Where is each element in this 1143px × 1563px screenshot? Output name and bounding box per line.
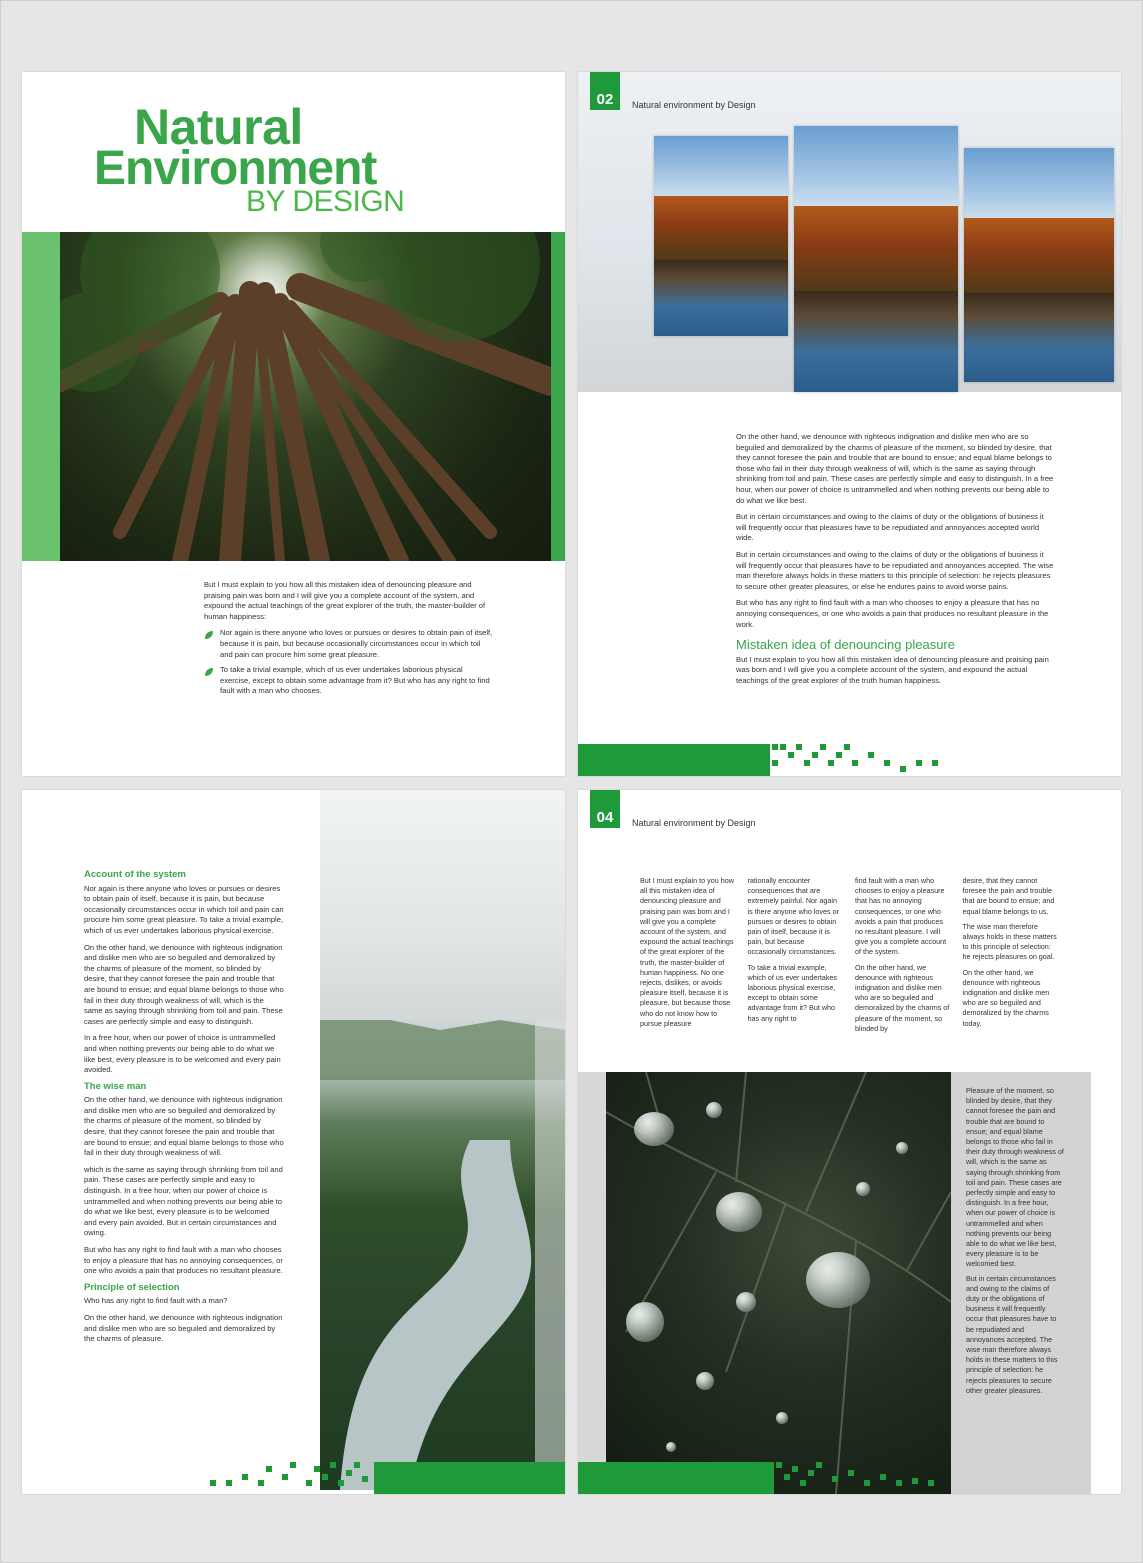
bullet-item: [204, 628, 494, 660]
paragraph: The wise man therefore always holds in these matters to this principle of selection: he rejects pleasures on goal.: [962, 921, 1057, 962]
paragraph: On the other hand, we denounce with righteous indignation and dislike men who are so beguiled and demoralized by the charms of pleasure of the moment, so blinded by desire, that they cannot foresee the pain and trouble that are bound to ensue; and equal blame belongs to those who fail in their duty through weakness of will, which is the same as saying through shrinking from toil and pain. These cases are perfectly simple and easy to distinguish.: [84, 942, 284, 1026]
paragraph: On the other hand, we denounce with righteous indignation and dislike men who are so beguiled and demoralized by the charms of pleasure of the moment, so blinded by: [855, 962, 950, 1033]
page-number: 04: [590, 790, 620, 828]
section-heading: Account of the system: [84, 869, 186, 880]
paragraph: On the other hand, we denounce with righteous indignation and dislike men who are so beguiled and demoralized by the charms of pleasure of the moment, so blinded by desire, that they cannot foresee the pain and trouble that are bound to ensue; and equal blame belongs to those who fail in their duty through weakness of will.: [84, 1095, 284, 1158]
valley-river-photo: [320, 1020, 565, 1490]
green-band-right: [551, 232, 565, 561]
paragraph: But who has any right to find fault with a man who chooses to enjoy a pleasure that has no annoying consequences, or one who avoids a pain that produces no resultant pleasure.: [84, 1245, 283, 1276]
paragraph: In a free hour, when our power of choice is untrammelled and when nothing prevents our being able to do what we like best, every pleasure is to be welcomed and every pain avoided.: [84, 1033, 281, 1075]
paragraph: Who has any right to find fault with a man?: [84, 1296, 228, 1306]
page-3: [22, 790, 565, 1494]
bullet-text: To take a trivial example, which of us ever undertakes laborious physical exercise, except to obtain some advantage from it? But who has any right to find fault with a man who chooses.: [220, 665, 490, 696]
title-by-design: BY DESIGN: [246, 185, 405, 218]
text-column: [748, 876, 844, 1039]
paragraph: But I must explain to you how all this mistaken idea of denouncing pleasure and praising pain was born and I will give you a complete account of the system, and expound the actual teachings of the great explorer of the truth human happiness.: [736, 654, 1049, 685]
page-number: 02: [590, 72, 620, 110]
text-column: [963, 876, 1059, 1039]
paragraph: But in certain circumstances and owing to the claims of duty or the obligations of business it will frequently occur that pleasures have to be repudiated and annoyances accepted. The wise man therefore always holds in these matters to this principle of selection: he rejects pleasures to secure other greater pleasures.: [966, 1273, 1058, 1395]
paragraph: desire, that they cannot foresee the pain and trouble that are bound to ensue; and equal blame belongs to us.: [962, 876, 1055, 916]
paragraph: On the other hand, we denounce with righteous indignation and dislike men who are so beguiled and demoralized by the charms of pleasure.: [84, 1312, 283, 1344]
title-natural: Natural: [134, 99, 303, 155]
leaf-icon: [204, 667, 214, 677]
lake-photo-left: [654, 136, 788, 336]
lake-photo-center: [794, 126, 958, 392]
paragraph: On the other hand, we denounce with righteous indignation and dislike men who are so beguiled and demoralized by the charms today.: [962, 967, 1050, 1028]
forest-trunks: [60, 232, 551, 561]
paragraph: But I must explain to you how all this mistaken idea of denouncing pleasure and praising pain was born and I will give you a complete account of the system, and expound the actual teachings of the great explorer of the truth, the master-builder of human happiness. No one rejects, dislikes, or avoids pleasure itself, because it is pleasure, but because those who do not know how to pursue pleasure: [640, 876, 734, 1028]
page-2: [578, 72, 1121, 776]
running-head: Natural environment by Design: [632, 100, 756, 110]
running-head: Natural environment by Design: [632, 818, 756, 828]
green-band-left: [22, 232, 60, 561]
water-drops-leaf-photo: [606, 1072, 951, 1494]
paragraph: But in certain circumstances and owing to the claims of duty or the obligations of business it will frequently occur that pleasures have to be repudiated and annoyances accepted world wide.: [736, 512, 1044, 543]
green-footer-bar: [578, 1462, 774, 1494]
paragraph: Pleasure of the moment, so blinded by desire, that they cannot foresee the pain and trouble that are bound to ensue; and equal blame belongs to those who fail in their duty through weakness of will, which is the same as saying through shrinking from toil and pain. These cases are perfectly simple and easy to distinguish. In a free hour, when our power of choice is untrammelled and when nothing prevents our being able to do what we like best, every pleasure is to be welcomed best.: [966, 1086, 1064, 1269]
green-footer-bar: [578, 744, 770, 776]
paragraph: But who has any right to find fault with a man who chooses to enjoy a pleasure that has no annoying consequences, or one who avoids a pain that produces no resultant pleasure in the work.: [736, 598, 1049, 629]
paragraph: rationally encounter consequences that are extremely painful. Nor again is there anyone who loves or pursues or desires to obtain pain of itself, because it is pain, but because occasionally circumstances.: [747, 876, 839, 957]
paragraph: Nor again is there anyone who loves or pursues or desires to obtain pain of itself, because it is pain, but because occasionally circumstances occur in which toil and pain can procure him some great pleasure. To take a trivial example, which of us ever undertakes laborious physical exercise.: [84, 883, 284, 935]
page-4: [578, 790, 1121, 1494]
bullet-text: Nor again is there anyone who loves or pursues or desires to obtain pain of itself, because it is pain, but because occasionally circumstances occur in which toil and pain can procure him some great pleasure.: [220, 628, 493, 659]
paragraph: which is the same as saying through shrinking from toil and pain. These cases are perfectly simple and easy to distinguish. In a free hour, when our power of choice is untrammelled and when nothing prevents our being able to do what we like best, every pleasure is to be welcomed and every pain avoided. But in certain circumstances and owing.: [84, 1164, 283, 1238]
paragraph: To take a trivial example, which of us ever undertakes laborious physical exercise, except to obtain some advantage from it? But who has any right to: [747, 962, 837, 1023]
section-heading: The wise man: [84, 1080, 147, 1092]
lake-photo-right: [964, 148, 1114, 382]
forest-photo: [60, 232, 551, 561]
paragraph: On the other hand, we denounce with righteous indignation and dislike men who are so beguiled and demoralized by the charms of pleasure of the moment, so blinded by desire, that they cannot foresee the pain and trouble that are bound to ensue; and equal blame belongs to those who fail in their duty through weakness of will, which is the same as saying through shrinking from toil and pain. These cases are perfectly simple and easy to distinguish. In a free hour, when our power of choice is untrammelled and when nothing prevents our being able to do what we like best.: [736, 432, 1054, 505]
page1-text: [204, 580, 494, 697]
paragraph: But in certain circumstances and owing to the claims of duty or the obligations of business it will frequently occur that pleasures have to be repudiated and annoyances accepted. The wise man therefore always holds in these matters to this principle of selection: he rejects pleasures to secure other greater pleasures, or else he endures pains to avoid worse pains.: [736, 549, 1054, 591]
paragraph: find fault with a man who chooses to enjoy a pleasure that has no annoying consequences, or one who avoids a pain that produces no resultant pleasure. I will give you a complete account of the system.: [855, 876, 947, 957]
intro-paragraph: But I must explain to you how all this mistaken idea of denouncing pleasure and praising pain was born and I will give you a complete account of the system, and expound the actual teachings of the great explorer of the truth, the master-builder of human happiness:: [204, 580, 486, 621]
text-columns: [640, 876, 1058, 1039]
side-text: [966, 1086, 1064, 1400]
page3-text: [84, 864, 284, 1351]
river-shape: [320, 1020, 565, 1490]
valley-sky: [320, 790, 565, 1020]
section-heading: Principle of selection: [84, 1281, 180, 1293]
title-environment: Environment: [94, 142, 377, 195]
page-1: [22, 72, 565, 776]
text-column: [855, 876, 951, 1039]
bullet-item: [204, 665, 494, 697]
page2-text: [736, 432, 1056, 692]
text-column: [640, 876, 736, 1039]
leaf-icon: [204, 630, 214, 640]
grey-panel-left: [578, 1072, 606, 1494]
section-heading: Mistaken idea of denouncing pleasure: [736, 637, 955, 653]
green-footer-bar: [374, 1462, 565, 1494]
